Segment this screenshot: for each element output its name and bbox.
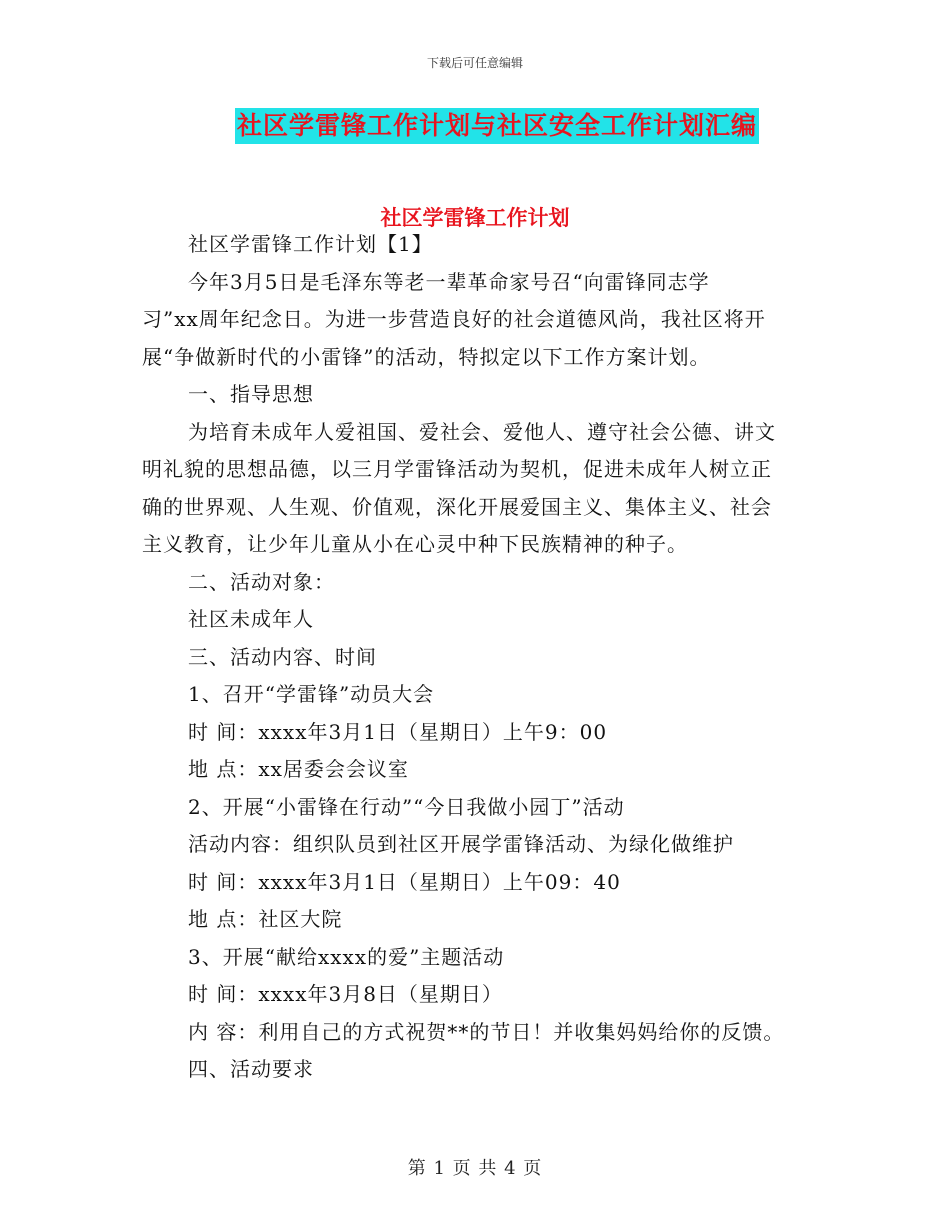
body-line: 内 容：利用自己的方式祝贺**的节日！并收集妈妈给你的反馈。 bbox=[188, 1019, 785, 1044]
body-line: 今年3月5日是毛泽东等老一辈革命家号召“向雷锋同志学 bbox=[188, 269, 710, 294]
body-line: 明礼貌的思想品德，以三月学雷锋活动为契机，促进未成年人树立正 bbox=[142, 457, 772, 481]
main-title-container bbox=[0, 108, 950, 144]
body-line: 习”xx周年纪念日。为进一步营造良好的社会道德风尚，我社区将开 bbox=[142, 307, 766, 331]
body-line: 2、开展“小雷锋在行动”“今日我做小园丁”活动 bbox=[188, 794, 625, 819]
body-line: 四、活动要求 bbox=[188, 1057, 314, 1081]
body-line: 展“争做新时代的小雷锋”的活动，特拟定以下工作方案计划。 bbox=[142, 344, 711, 369]
header-note: 下载后可任意编辑 bbox=[426, 56, 523, 70]
page-footer: 第 1 页 共 4 页 bbox=[407, 1158, 543, 1179]
body-line: 活动内容：组织队员到社区开展学雷锋活动、为绿化做维护 bbox=[188, 832, 734, 856]
body-line: 时 间：xxxx年3月8日（星期日） bbox=[188, 982, 503, 1006]
body-line: 为培育未成年人爱祖国、爱社会、爱他人、遵守社会公德、讲文 bbox=[188, 419, 776, 444]
document-body bbox=[142, 226, 812, 1089]
body-line: 三、活动内容、时间 bbox=[188, 644, 377, 669]
body-line: 一、指导思想 bbox=[188, 382, 314, 406]
body-line: 时 间：xxxx年3月1日（星期日）上午09：40 bbox=[188, 869, 621, 894]
body-line: 社区学雷锋工作计划【1】 bbox=[188, 232, 433, 256]
body-line: 时 间：xxxx年3月1日（星期日）上午9：00 bbox=[188, 719, 608, 744]
body-line: 地 点：xx居委会会议室 bbox=[188, 757, 409, 781]
body-line: 主义教育，让少年儿童从小在心灵中种下民族精神的种子。 bbox=[142, 532, 688, 556]
body-line: 地 点：社区大院 bbox=[188, 907, 343, 931]
body-line: 社区未成年人 bbox=[188, 607, 314, 631]
body-line: 二、活动对象： bbox=[188, 569, 335, 594]
body-line: 3、开展“献给xxxx的爱”主题活动 bbox=[188, 944, 505, 969]
section-title: 社区学雷锋工作计划 bbox=[380, 205, 570, 230]
body-line: 确的世界观、人生观、价值观，深化开展爱国主义、集体主义、社会 bbox=[142, 494, 772, 519]
document-main-title: 社区学雷锋工作计划与社区安全工作计划汇编 bbox=[235, 108, 759, 144]
body-line: 1、召开“学雷锋”动员大会 bbox=[188, 682, 435, 706]
